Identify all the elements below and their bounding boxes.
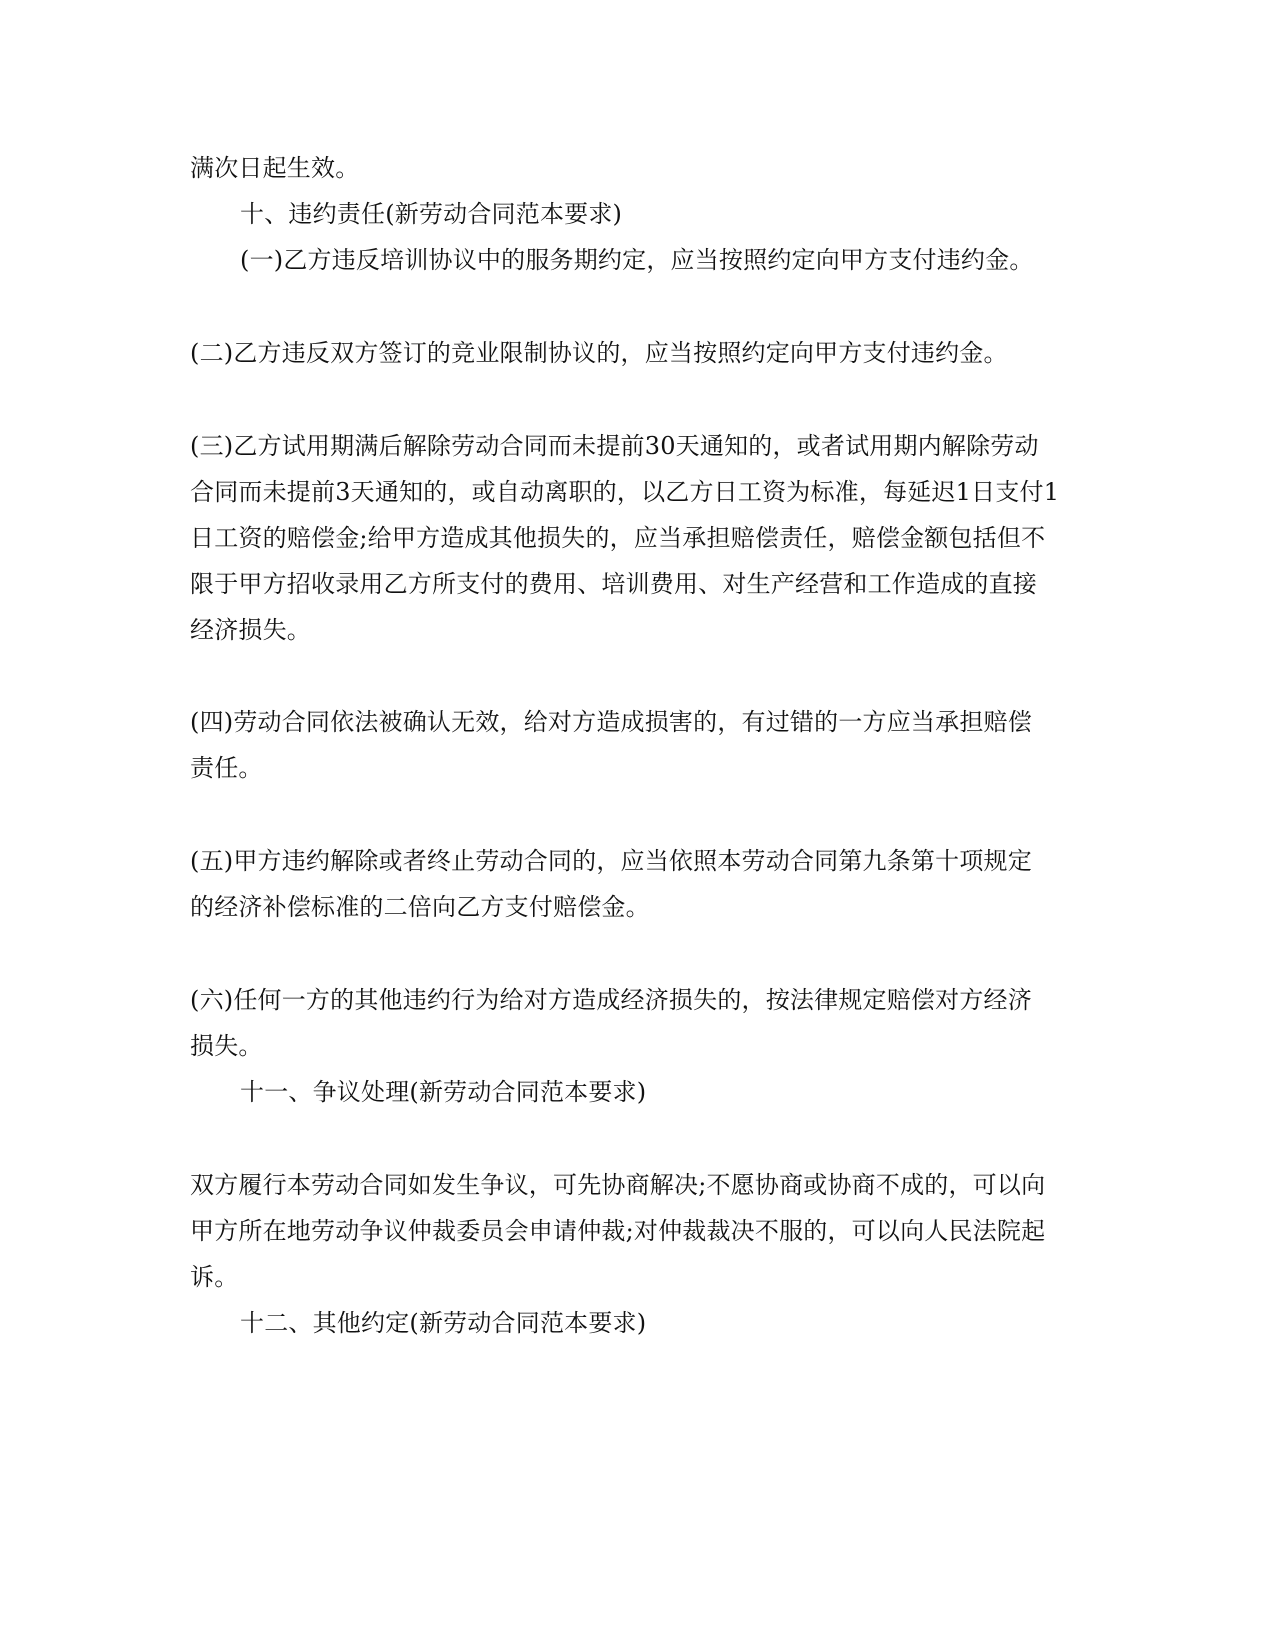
paragraph-line: 合同而未提前3天通知的，或自动离职的，以乙方日工资为标准，每延迟1日支付1 xyxy=(190,478,1060,506)
paragraph-line: 的经济补偿标准的二倍向乙方支付赔偿金。 xyxy=(190,893,650,921)
paragraph-line: 限于甲方招收录用乙方所支付的费用、培训费用、对生产经营和工作造成的直接 xyxy=(190,570,1037,598)
paragraph-line: 诉。 xyxy=(190,1263,239,1291)
section-heading: 十一、争议处理(新劳动合同范本要求) xyxy=(240,1078,647,1106)
paragraph-line: (三)乙方试用期满后解除劳动合同而未提前30天通知的，或者试用期内解除劳动 xyxy=(190,432,1039,460)
paragraph-line: 损失。 xyxy=(190,1032,263,1060)
paragraph-line: (五)甲方违约解除或者终止劳动合同的，应当依照本劳动合同第九条第十项规定 xyxy=(190,847,1032,875)
section-heading: 十、违约责任(新劳动合同范本要求) xyxy=(240,200,623,228)
paragraph-line: 甲方所在地劳动争议仲裁委员会申请仲裁;对仲裁裁决不服的，可以向人民法院起 xyxy=(190,1217,1046,1245)
paragraph-line: (一)乙方违反培训协议中的服务期约定，应当按照约定向甲方支付违约金。 xyxy=(240,246,1034,274)
paragraph-line: 经济损失。 xyxy=(190,616,311,644)
paragraph-line: (二)乙方违反双方签订的竞业限制协议的，应当按照约定向甲方支付违约金。 xyxy=(190,339,1008,367)
paragraph-line: (六)任何一方的其他违约行为给对方造成经济损失的，按法律规定赔偿对方经济 xyxy=(190,986,1032,1014)
paragraph-line: 双方履行本劳动合同如发生争议，可先协商解决;不愿协商或协商不成的，可以向 xyxy=(190,1171,1046,1199)
paragraph-line: 满次日起生效。 xyxy=(190,154,360,182)
paragraph-line: (四)劳动合同依法被确认无效，给对方造成损害的，有过错的一方应当承担赔偿 xyxy=(190,708,1032,736)
paragraph-line: 责任。 xyxy=(190,754,263,782)
section-heading: 十二、其他约定(新劳动合同范本要求) xyxy=(240,1309,647,1337)
paragraph-line: 日工资的赔偿金;给甲方造成其他损失的，应当承担赔偿责任，赔偿金额包括但不 xyxy=(190,524,1046,552)
